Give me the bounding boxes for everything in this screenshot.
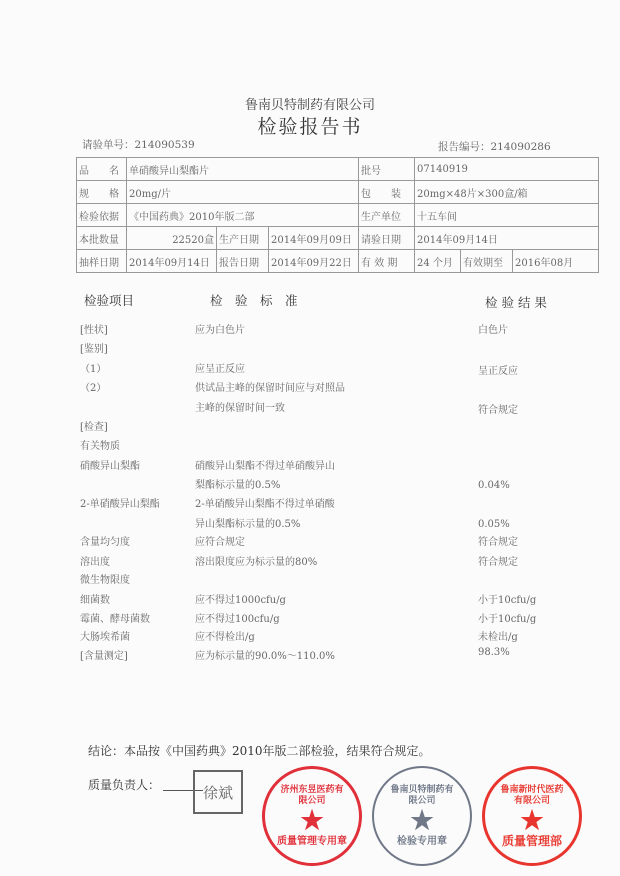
row-standard: 2-单硝酸异山梨酯不得过单硝酸 xyxy=(195,499,335,510)
table-row xyxy=(77,204,599,227)
row-standard: 异山梨酯标示量的0.5% xyxy=(195,519,301,530)
star-icon: ★ xyxy=(520,805,544,836)
sample-date-label: 抽样日期 xyxy=(77,250,127,273)
table-row xyxy=(77,158,599,181)
package-label: 包 装 xyxy=(359,181,415,204)
row-result: 符合规定 xyxy=(478,557,518,568)
report-number-label: 报告编号： xyxy=(438,141,491,153)
stamp-text: 质量管理部 xyxy=(501,833,562,848)
product-info-table xyxy=(76,157,599,273)
row-item: 有关物质 xyxy=(80,441,120,452)
stamp-text: 鲁南新时代医药有限公司 xyxy=(500,784,564,806)
signature-seal: 徐斌 xyxy=(193,770,243,814)
row-standard: 梨酯标示量的0.5% xyxy=(195,480,281,491)
conclusion: 结论：本品按《中国药典》2010年版二部检验，结果符合规定。 xyxy=(88,744,431,758)
package: 20mg×48片×300盒/箱 xyxy=(415,181,599,204)
row-item: 含量均匀度 xyxy=(80,537,130,548)
table-row xyxy=(77,181,599,204)
product-name: 单硝酸异山梨酯片 xyxy=(127,158,359,181)
row-standard: 应为白色片 xyxy=(195,325,245,336)
row-standard: 应不得过1000cfu/g xyxy=(195,595,286,606)
row-item: 霉菌、酵母菌数 xyxy=(80,614,150,625)
stamp-text: 质量管理专用章 xyxy=(277,835,347,847)
row-item: [检查] xyxy=(80,422,108,433)
row-standard: 应符合规定 xyxy=(195,537,245,548)
request-date: 2014年09月14日 xyxy=(415,227,599,250)
row-standard: 应不得过100cfu/g xyxy=(195,614,280,625)
sample-date: 2014年09月14日 xyxy=(127,250,217,273)
product-name-label: 品 名 xyxy=(77,158,127,181)
row-result: 符合规定 xyxy=(478,405,518,416)
report-date-label: 报告日期 xyxy=(217,250,269,273)
batch-number: 07140919 xyxy=(415,158,599,181)
row-item: [鉴别] xyxy=(80,344,108,355)
quantity-label: 本批数量 xyxy=(77,227,127,250)
row-result: 符合规定 xyxy=(478,537,518,548)
row-result: 0.05% xyxy=(478,519,510,530)
signature-label: 质量负责人： xyxy=(88,778,161,792)
request-number xyxy=(82,137,195,152)
row-standard: 应为标示量的90.0%～110.0% xyxy=(195,651,335,662)
expiry: 2016年08月 xyxy=(513,250,599,273)
report-number-value: 214090286 xyxy=(490,141,551,153)
company-name: 鲁南贝特制药有限公司 xyxy=(244,98,375,113)
stamp-text: 济州东昱医药有限公司 xyxy=(280,784,344,806)
row-item: （1） xyxy=(80,364,107,375)
row-standard: 应呈正反应 xyxy=(195,364,245,375)
basis: 《中国药典》2010年版二部 xyxy=(127,204,359,227)
table-row xyxy=(77,250,599,273)
row-result: 呈正反应 xyxy=(478,366,518,377)
prod-date-label: 生产日期 xyxy=(217,227,269,250)
basis-label: 检验依据 xyxy=(77,204,127,227)
stamp-quality-dept-1 xyxy=(262,766,362,866)
row-result: 小于10cfu/g xyxy=(478,614,537,625)
validity-label: 有 效 期 xyxy=(359,250,415,273)
quantity: 22520盒 xyxy=(127,227,217,250)
batch-label: 批号 xyxy=(359,158,415,181)
prod-date: 2014年09月09日 xyxy=(269,227,359,250)
row-result: 98.3% xyxy=(478,647,510,658)
row-result: 未检出/g xyxy=(478,632,518,643)
report-number xyxy=(438,139,551,154)
spec-label: 规 格 xyxy=(77,181,127,204)
row-standard: 硝酸异山梨酯不得过单硝酸异山 xyxy=(195,461,335,472)
request-number-value: 214090539 xyxy=(134,139,195,151)
row-standard: 溶出限度应为标示量的80% xyxy=(195,557,318,568)
production-unit: 十五车间 xyxy=(415,204,599,227)
row-result: 白色片 xyxy=(478,325,508,336)
expiry-label: 有效期至 xyxy=(461,250,513,273)
row-item: 大肠埃希菌 xyxy=(80,632,130,643)
column-header-item: 检验项目 xyxy=(84,293,135,308)
star-icon: ★ xyxy=(410,805,434,836)
stamp-inspection xyxy=(372,766,472,866)
row-item: （2） xyxy=(80,383,107,394)
report-title: 检验报告书 xyxy=(257,116,363,138)
spec: 20mg/片 xyxy=(127,181,359,204)
request-number-label: 请验单号： xyxy=(82,139,135,151)
star-icon: ★ xyxy=(300,805,324,836)
row-item: [性状] xyxy=(80,325,108,336)
row-standard: 供试品主峰的保留时间应与对照品 xyxy=(195,383,345,394)
row-result: 小于10cfu/g xyxy=(478,595,537,606)
row-standard: 主峰的保留时间一致 xyxy=(195,403,285,414)
row-item: 2-单硝酸异山梨酯 xyxy=(80,499,160,510)
row-standard: 应不得检出/g xyxy=(195,632,255,643)
row-item: [含量测定] xyxy=(80,651,128,662)
column-header-result: 检 验 结 果 xyxy=(485,295,547,310)
report-date: 2014年09月22日 xyxy=(269,250,359,273)
table-row xyxy=(77,227,599,250)
column-header-standard: 检 验 标 准 xyxy=(210,293,298,308)
row-item: 硝酸异山梨酯 xyxy=(80,461,140,472)
stamp-text: 检验专用章 xyxy=(397,835,447,847)
stamp-text: 鲁南贝特制药有限公司 xyxy=(390,784,454,806)
request-date-label: 请验日期 xyxy=(359,227,415,250)
validity: 24 个月 xyxy=(415,250,461,273)
row-item: 细菌数 xyxy=(80,595,110,606)
row-item: 微生物限度 xyxy=(80,575,130,586)
unit-label: 生产单位 xyxy=(359,204,415,227)
row-item: 溶出度 xyxy=(80,557,110,568)
row-result: 0.04% xyxy=(478,480,510,491)
stamp-quality-dept-2 xyxy=(482,766,582,866)
